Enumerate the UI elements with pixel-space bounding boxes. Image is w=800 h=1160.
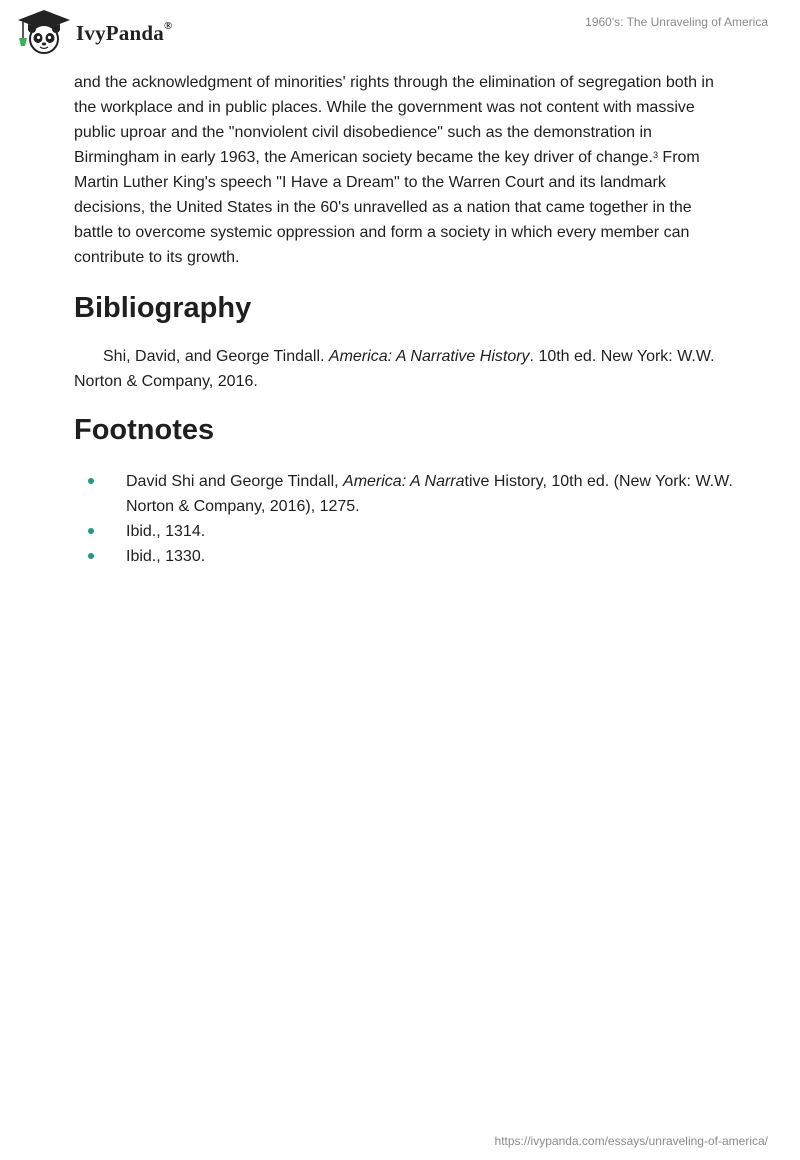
footnote-item: Ibid., 1314. xyxy=(74,519,734,544)
panda-graduate-icon xyxy=(14,6,70,56)
bibliography-heading: Bibliography xyxy=(74,292,252,324)
page-header xyxy=(0,0,800,70)
footnotes-heading: Footnotes xyxy=(74,414,215,446)
document-content xyxy=(74,70,734,569)
ivypanda-logo[interactable] xyxy=(14,6,172,56)
body-paragraph: and the acknowledgment of minorities' rights through the elimination of segregation both in the workplace and in public places. While the government was not content with massive public uproar and the "nonviolent civil disobedience" such as the demonstration in Birmingham in early 1963, the American society became the key driver of change.$^3$ From Martin Luther King's speech "I Have a Dream" to the Warren Court and its landmark decisions, the United States in the 60's unravelled as a nation that came together in the battle to overcome systemic oppression and form a society in which every member can contribute to its growth. xyxy=(74,74,714,266)
footnote-reference[interactable]: 3 xyxy=(652,150,658,160)
running-title: 1960's: The Unraveling of America xyxy=(585,15,768,29)
brand-name: IvyPanda® xyxy=(76,19,173,45)
footnotes-list xyxy=(74,469,734,569)
bullet-icon xyxy=(88,553,94,559)
bibliography-entry: Shi, David, and George Tindall. America: A Narrative History. 10th ed. New York: W.W. Norton & Company, 2016. xyxy=(74,348,715,390)
bullet-icon xyxy=(88,478,94,484)
source-url-link[interactable]: https://ivypanda.com/essays/unraveling-of-america/ xyxy=(494,1134,768,1148)
bullet-icon xyxy=(88,528,94,534)
footnote-item: Ibid., 1330. xyxy=(74,544,734,569)
footnote-item: David Shi and George Tindall, America: A Narrative History, 10th ed. (New York: W.W. Norton & Company, 2016), 1275. xyxy=(74,469,734,519)
